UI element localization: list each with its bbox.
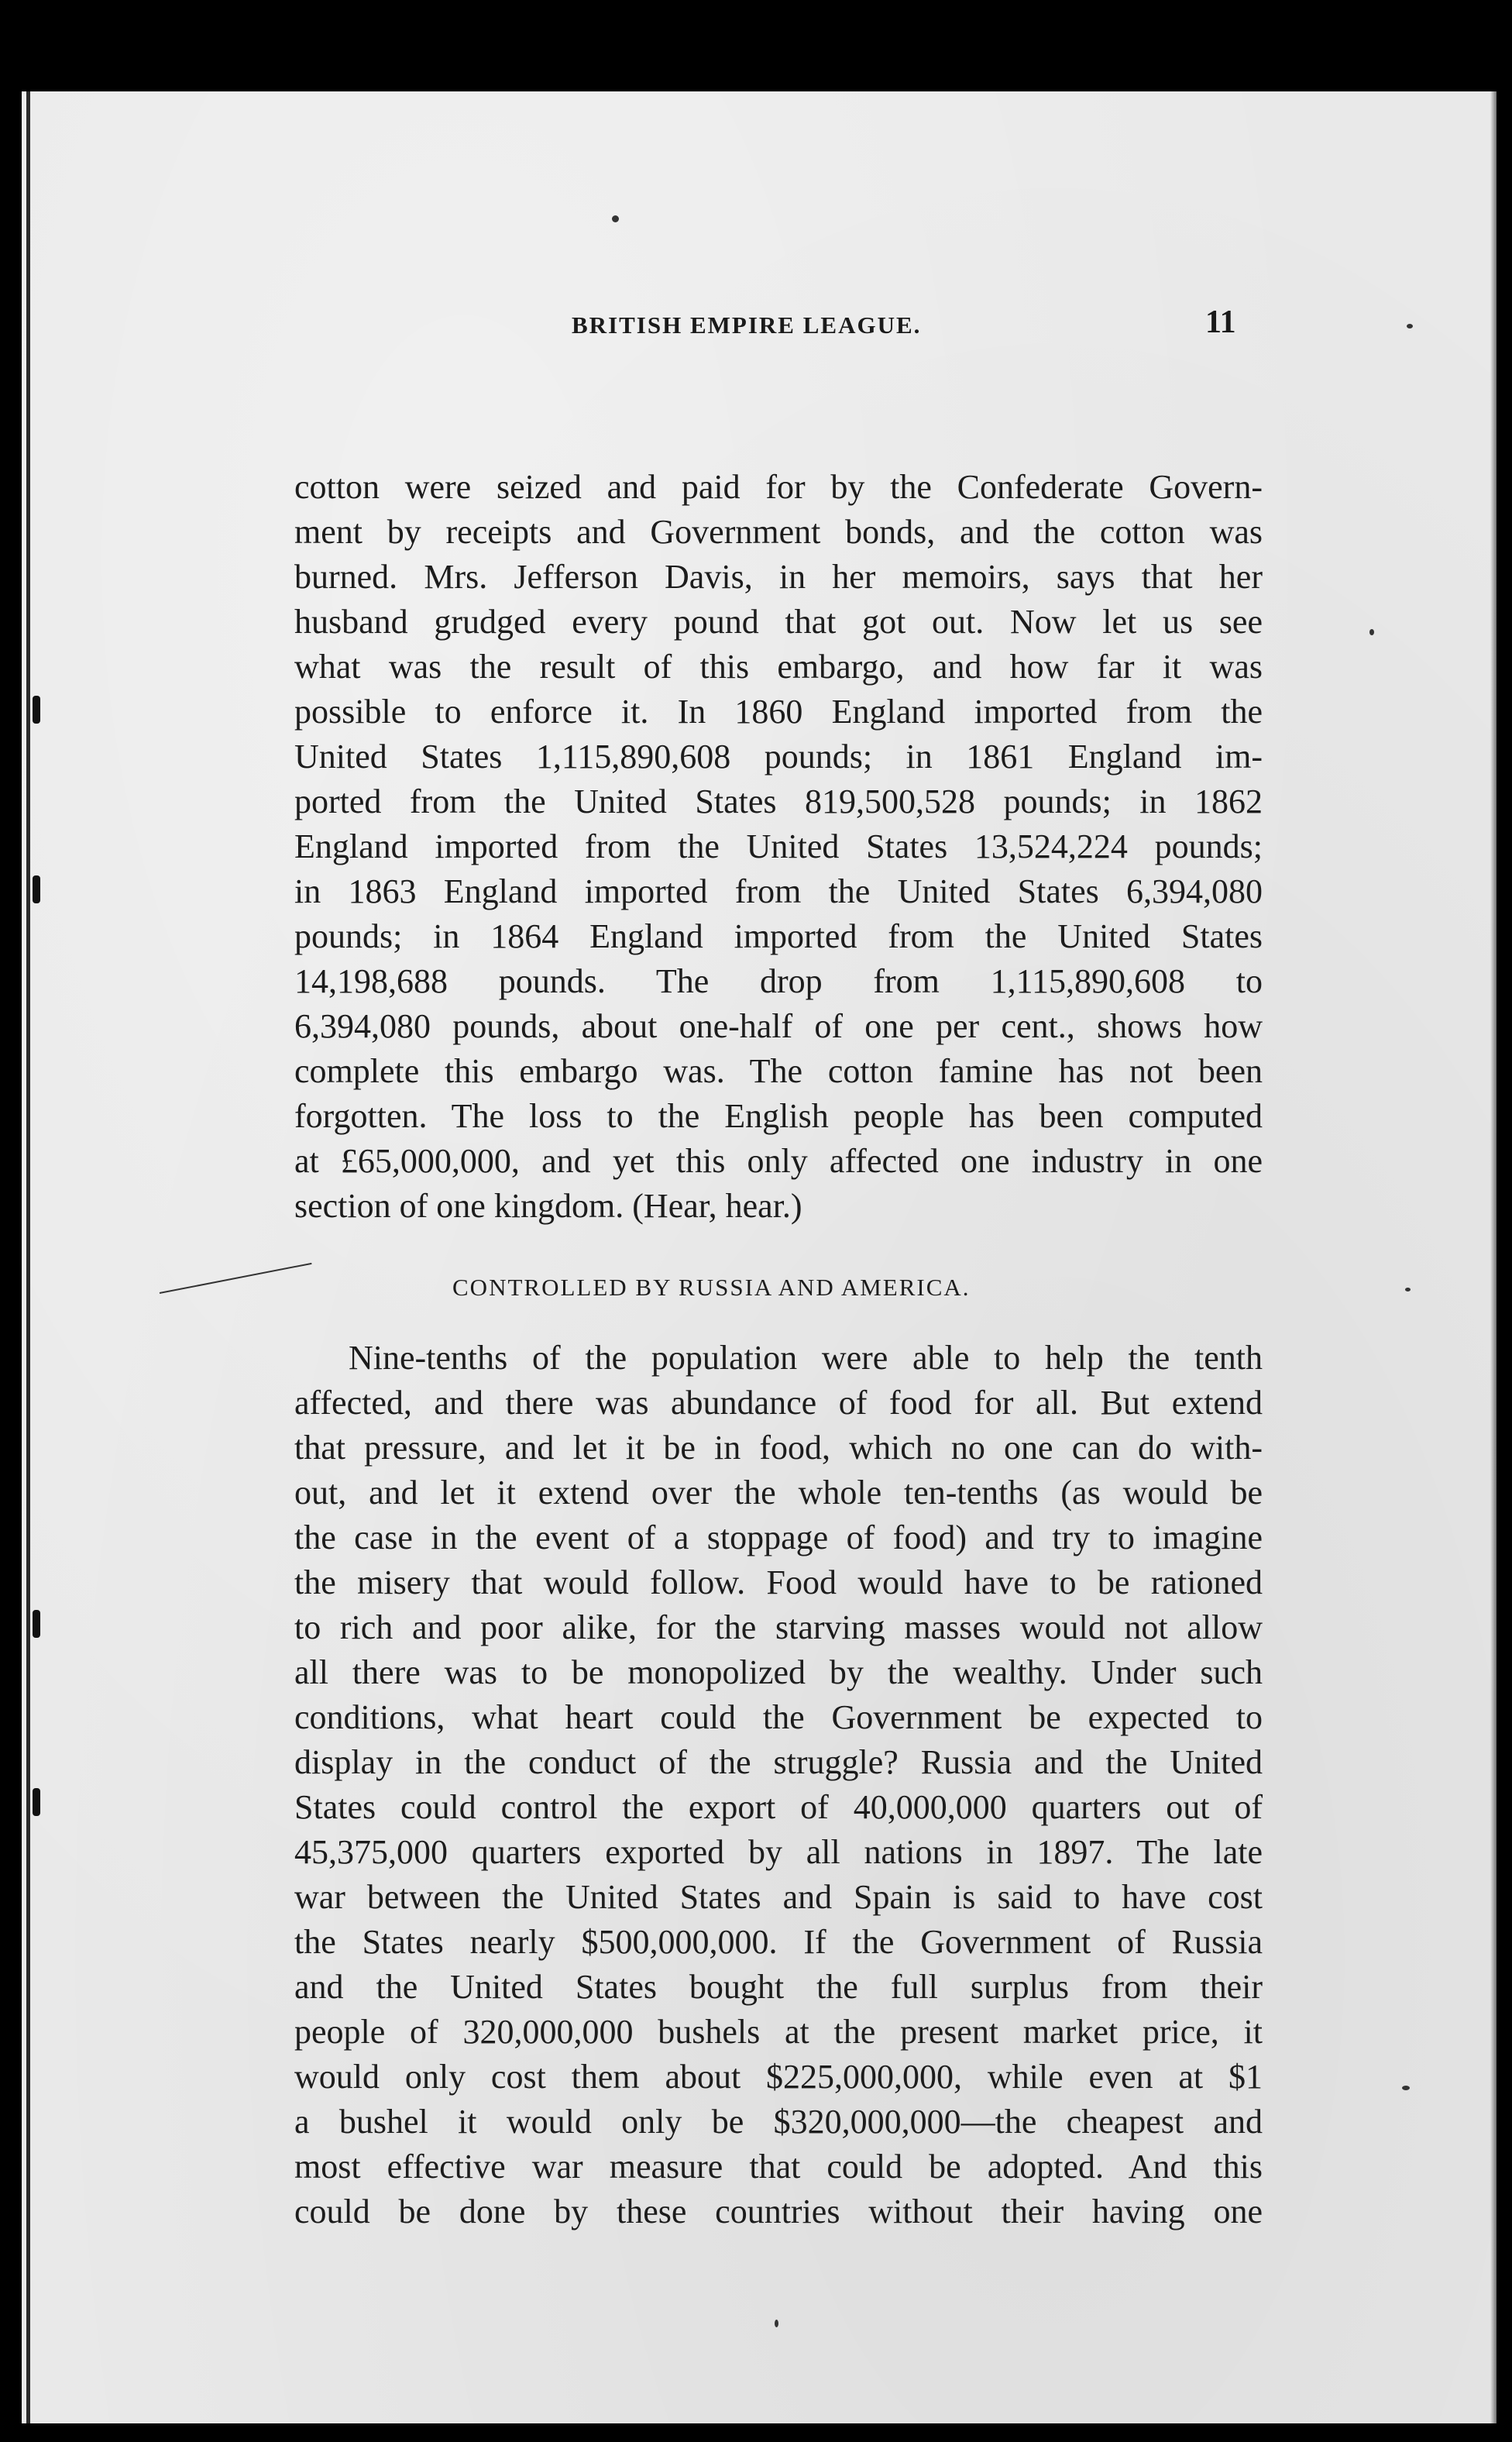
- ink-speck: [775, 2320, 778, 2327]
- book-page: [22, 91, 1497, 2423]
- text-line: in 1863 England imported from the United States 6,394,080: [294, 872, 1263, 910]
- section-heading: CONTROLLED BY RUSSIA AND AMERICA.: [452, 1274, 971, 1301]
- text-line: at £65,000,000, and yet this only affected one industry in one: [294, 1142, 1263, 1180]
- ink-speck: [1402, 2086, 1410, 2090]
- ink-speck: [612, 215, 619, 222]
- text-line: pounds; in 1864 England imported from the United States: [294, 917, 1263, 955]
- text-line: that pressure, and let it be in food, which no one can do with-: [294, 1429, 1263, 1467]
- text-line: the States nearly $500,000,000. If the Government of Russia: [294, 1923, 1263, 1961]
- text-line: 45,375,000 quarters exported by all nations in 1897. The late: [294, 1833, 1263, 1871]
- text-line: forgotten. The loss to the English people has been computed: [294, 1097, 1263, 1135]
- text-line: the misery that would follow. Food would have to be rationed: [294, 1563, 1263, 1601]
- binding-mark: [33, 696, 40, 724]
- text-line: could be done by these countries without their having one: [294, 2193, 1263, 2230]
- text-line: ported from the United States 819,500,528 pounds; in 1862: [294, 782, 1263, 820]
- ink-speck: [1369, 629, 1374, 635]
- text-line: States could control the export of 40,000,000 quarters out of: [294, 1788, 1263, 1826]
- text-line: cotton were seized and paid for by the Confederate Govern-: [294, 468, 1263, 506]
- text-line: husband grudged every pound that got out. Now let us see: [294, 603, 1263, 641]
- running-head: BRITISH EMPIRE LEAGUE.: [572, 311, 922, 339]
- page-right-edge: [1490, 91, 1497, 2423]
- text-line: war between the United States and Spain is said to have cost: [294, 1878, 1263, 1916]
- text-line: England imported from the United States 13,524,224 pounds;: [294, 827, 1263, 865]
- text-line: possible to enforce it. In 1860 England imported from the: [294, 693, 1263, 731]
- binding-mark: [33, 875, 40, 903]
- paragraph-food-supply: [294, 1336, 1263, 2234]
- text-line: burned. Mrs. Jefferson Davis, in her memoirs, says that her: [294, 558, 1263, 596]
- text-line: section of one kingdom. (Hear, hear.): [294, 1187, 802, 1225]
- text-line: and the United States bought the full surplus from their: [294, 1968, 1263, 2006]
- ink-speck: [1405, 1288, 1411, 1292]
- binding-mark: [33, 1610, 40, 1638]
- text-line: 14,198,688 pounds. The drop from 1,115,890,608 to: [294, 962, 1263, 1000]
- paragraph-cotton-embargo: [294, 465, 1263, 1229]
- text-line: out, and let it extend over the whole ten-tenths (as would be: [294, 1474, 1263, 1512]
- text-line: display in the conduct of the struggle? Russia and the United: [294, 1743, 1263, 1781]
- pencil-mark: [160, 1263, 312, 1294]
- text-line: a bushel it would only be $320,000,000—the cheapest and: [294, 2103, 1263, 2141]
- text-line: the case in the event of a stoppage of food) and try to imagine: [294, 1519, 1263, 1556]
- text-line: Nine-tenths of the population were able to help the tenth: [349, 1339, 1263, 1377]
- page-left-edge: [26, 91, 30, 2423]
- binding-mark: [33, 1788, 40, 1816]
- text-line: United States 1,115,890,608 pounds; in 1861 England im-: [294, 738, 1263, 776]
- text-line: all there was to be monopolized by the wealthy. Under such: [294, 1653, 1263, 1691]
- text-line: 6,394,080 pounds, about one-half of one per cent., shows how: [294, 1007, 1263, 1045]
- text-line: affected, and there was abundance of food for all. But extend: [294, 1384, 1263, 1422]
- page-number: 11: [1205, 304, 1236, 340]
- text-line: people of 320,000,000 bushels at the present market price, it: [294, 2013, 1263, 2051]
- text-line: most effective war measure that could be adopted. And this: [294, 2148, 1263, 2186]
- text-line: to rich and poor alike, for the starving masses would not allow: [294, 1608, 1263, 1646]
- text-line: complete this embargo was. The cotton famine has not been: [294, 1052, 1263, 1090]
- text-line: what was the result of this embargo, and how far it was: [294, 648, 1263, 686]
- ink-speck: [1407, 324, 1413, 328]
- text-line: would only cost them about $225,000,000, while even at $1: [294, 2058, 1263, 2096]
- text-line: conditions, what heart could the Government be expected to: [294, 1698, 1263, 1736]
- text-line: ment by receipts and Government bonds, and the cotton was: [294, 513, 1263, 551]
